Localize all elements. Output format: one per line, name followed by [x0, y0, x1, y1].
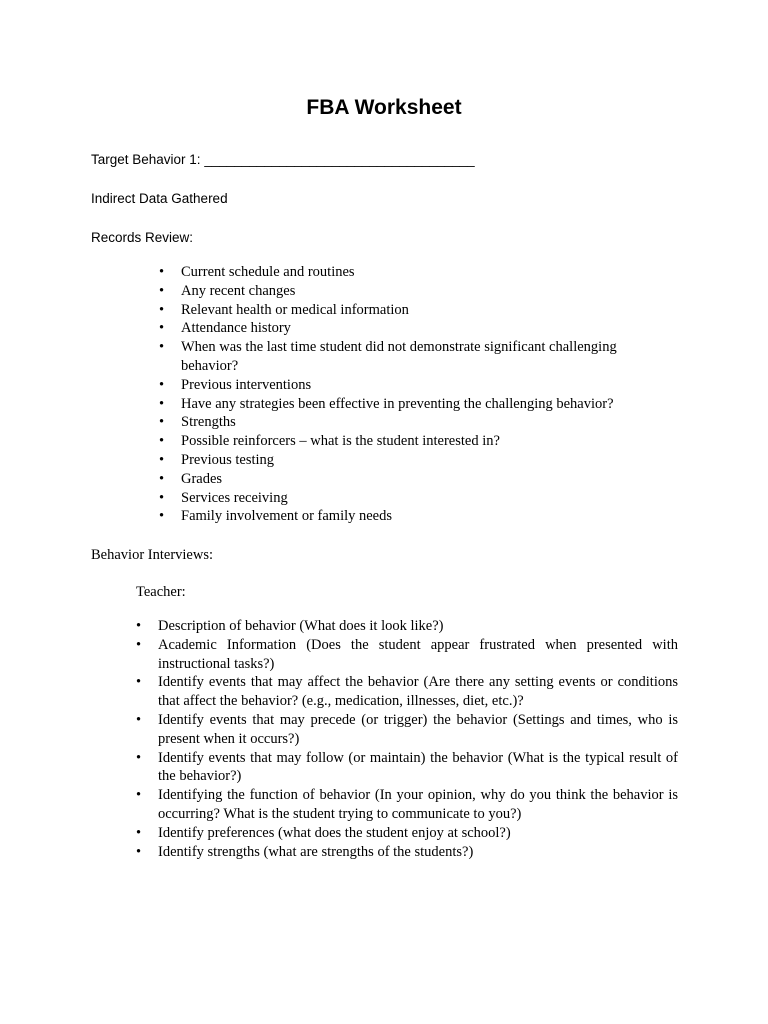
list-item-text: Services receiving	[181, 489, 288, 506]
list-item-text: Identify strengths (what are strengths of the students?)	[158, 843, 474, 860]
list-item-text: Description of behavior (What does it look like?)	[158, 618, 444, 634]
list-item	[159, 451, 659, 470]
list-item	[136, 786, 678, 824]
teacher-label: Teacher:	[136, 584, 186, 600]
list-item	[159, 301, 659, 320]
list-item	[159, 376, 659, 395]
bullet-icon: •	[159, 489, 165, 506]
records-review-list	[159, 263, 659, 526]
list-item	[136, 636, 678, 674]
bullet-icon: •	[159, 508, 165, 525]
bullet-icon: •	[159, 320, 165, 337]
list-item	[159, 263, 659, 282]
bullet-icon: •	[136, 749, 142, 766]
list-item-text: When was the last time student did not demonstrate significant challenging behavior?	[181, 339, 617, 374]
bullet-icon: •	[159, 470, 165, 487]
bullet-icon: •	[136, 711, 142, 728]
bullet-icon: •	[136, 636, 142, 653]
list-item-text: Any recent changes	[181, 282, 296, 299]
behavior-interviews-heading: Behavior Interviews:	[91, 547, 214, 563]
list-item	[159, 432, 659, 451]
bullet-icon: •	[136, 787, 142, 804]
list-item-text: Identifying the function of behavior (In your opinion, why do you think the behavior is occurring? What is the student trying to communicate to you?)	[158, 787, 678, 822]
list-item	[136, 843, 678, 862]
list-item-text: Family involvement or family needs	[181, 508, 393, 525]
list-item	[136, 617, 678, 636]
list-item	[159, 338, 659, 376]
bullet-icon: •	[159, 339, 165, 356]
list-item	[136, 824, 678, 843]
list-item-text: Relevant health or medical information	[181, 301, 409, 318]
list-item	[159, 319, 659, 338]
list-item-text: Identify events that may follow (or maintain) the behavior (What is the typical result of the behavior?)	[158, 749, 678, 785]
list-item	[159, 395, 659, 414]
page-title: FBA Worksheet	[306, 96, 462, 119]
target-behavior-line: Target Behavior 1: ____________________________________	[91, 152, 475, 167]
bullet-icon: •	[159, 376, 165, 393]
list-item	[159, 489, 659, 508]
bullet-icon: •	[136, 674, 142, 691]
teacher-interview-list	[136, 617, 678, 861]
bullet-icon: •	[159, 264, 165, 280]
list-item-text: Previous testing	[181, 451, 275, 468]
list-item-text: Possible reinforcers – what is the student interested in?	[181, 433, 500, 450]
list-item	[136, 673, 678, 711]
list-item-text: Current schedule and routines	[181, 264, 355, 280]
bullet-icon: •	[159, 451, 165, 468]
list-item	[159, 507, 659, 526]
list-item-text: Strengths	[181, 414, 236, 431]
list-item-text: Grades	[181, 470, 223, 487]
list-item-text: Identify events that may precede (or trigger) the behavior (Settings and times, who is present when it occurs?)	[158, 711, 678, 747]
list-item-text: Academic Information (Does the student appear frustrated when presented with instructional tasks?)	[158, 636, 678, 672]
list-item	[159, 282, 659, 301]
list-item	[136, 711, 678, 749]
bullet-icon: •	[159, 433, 165, 450]
bullet-icon: •	[136, 843, 142, 860]
bullet-icon: •	[159, 414, 165, 431]
list-item-text: Previous interventions	[181, 376, 312, 393]
bullet-icon: •	[136, 824, 142, 841]
list-item-text: Attendance history	[181, 320, 291, 337]
list-item	[159, 413, 659, 432]
list-item-text: Identify events that may affect the behavior (Are there any setting events or conditions that affect the behavior? (e.g., medication, illnesses, diet, etc.)?	[158, 674, 678, 710]
bullet-icon: •	[136, 618, 142, 634]
bullet-icon: •	[159, 301, 165, 318]
list-item	[136, 749, 678, 787]
bullet-icon: •	[159, 282, 165, 299]
records-review-heading: Records Review:	[91, 230, 194, 245]
bullet-icon: •	[159, 395, 165, 412]
list-item	[159, 470, 659, 489]
list-item-text: Have any strategies been effective in preventing the challenging behavior?	[181, 395, 614, 412]
list-item-text: Identify preferences (what does the student enjoy at school?)	[158, 824, 511, 841]
indirect-data-heading: Indirect Data Gathered	[91, 191, 228, 206]
